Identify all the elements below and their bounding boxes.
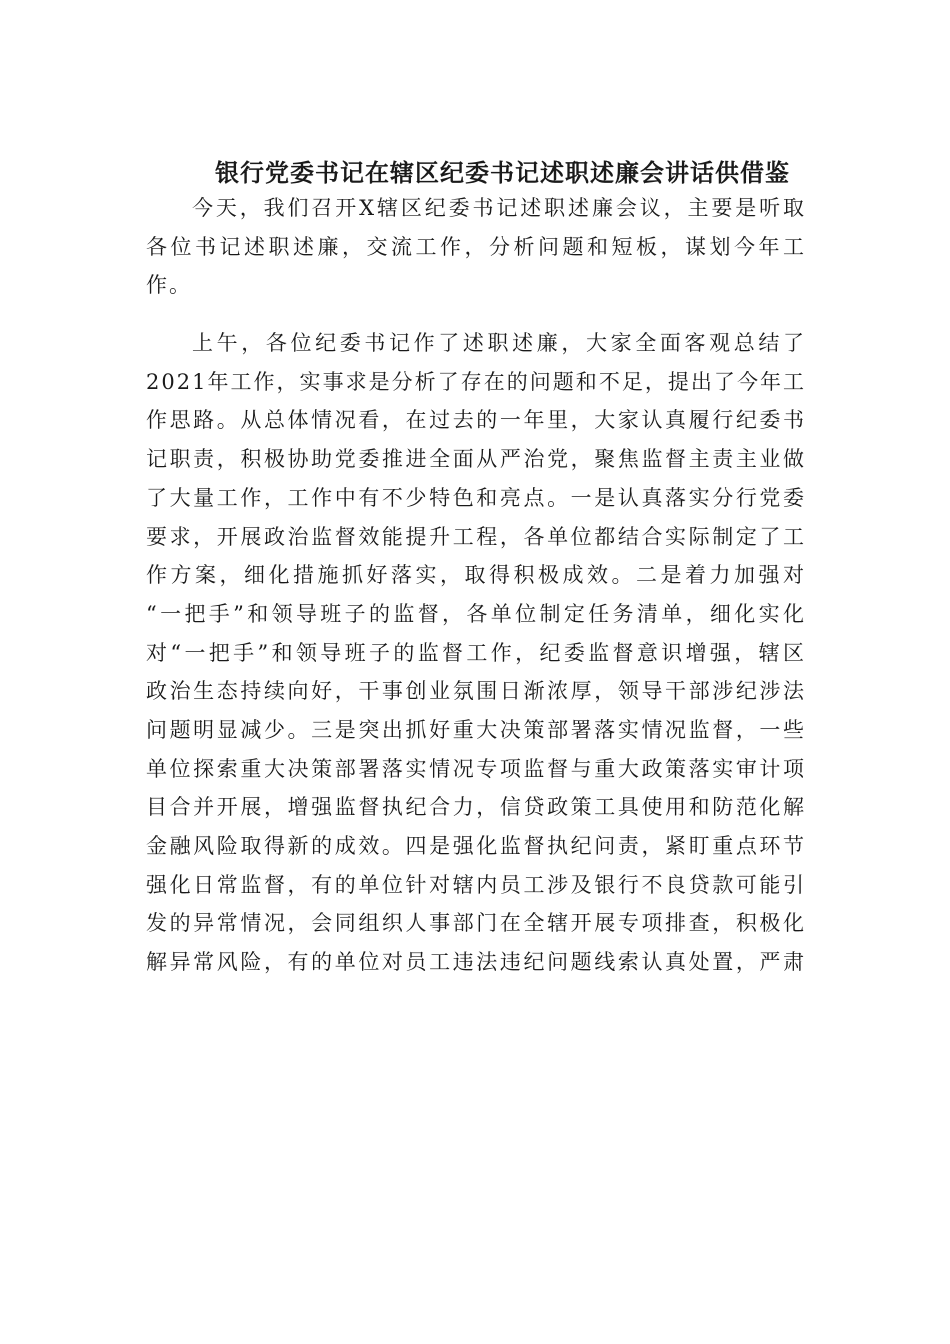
text-line: 问题明显减少。三是突出抓好重大决策部署落实情况监督，一些 — [146, 717, 806, 742]
text-line: 作方案，细化措施抓好落实，取得积极成效。二是着力加强对 — [146, 563, 806, 588]
text-line: 了大量工作，工作中有不少特色和亮点。一是认真落实分行党委 — [146, 485, 806, 510]
text-line: 强化日常监督，有的单位针对辖内员工涉及银行不良贷款可能引 — [146, 872, 806, 897]
document-title: 银行党委书记在辖区纪委书记述职述廉会讲话供借鉴 — [215, 158, 790, 188]
text-line: 各位书记述职述廉，交流工作，分析问题和短板，谋划今年工 — [146, 234, 806, 259]
text-line: 上午，各位纪委书记作了述职述廉，大家全面客观总结了 — [192, 331, 806, 356]
text-line: 2021年工作，实事求是分析了存在的问题和不足，提出了今年工 — [146, 369, 806, 394]
text-line: 要求，开展政治监督效能提升工程，各单位都结合实际制定了工 — [146, 524, 806, 549]
text-line: 记职责，积极协助党委推进全面从严治党，聚焦监督主责主业做 — [146, 447, 806, 472]
text-line: 发的异常情况，会同组织人事部门在全辖开展专项排查，积极化 — [146, 911, 806, 936]
paragraph-1 — [146, 189, 806, 305]
text-line: 解异常风险，有的单位对员工违法违纪问题线索认真处置，严肃 — [146, 950, 806, 975]
text-line: 作思路。从总体情况看，在过去的一年里，大家认真履行纪委书 — [146, 408, 806, 433]
text-line: 今天，我们召开X辖区纪委书记述职述廉会议，主要是听取 — [192, 196, 806, 220]
text-line: 单位探索重大决策部署落实情况专项监督与重大政策落实审计项 — [146, 756, 806, 781]
text-line: “一把手”和领导班子的监督，各单位制定任务清单，细化实化 — [146, 601, 806, 626]
paragraph-2 — [146, 324, 806, 982]
text-line: 目合并开展，增强监督执纪合力，信贷政策工具使用和防范化解 — [146, 795, 806, 820]
text-line: 政治生态持续向好，干事创业氛围日渐浓厚，领导干部涉纪涉法 — [146, 679, 806, 704]
text-line: 金融风险取得新的成效。四是强化监督执纪问责，紧盯重点环节 — [146, 834, 806, 858]
text-line: 作。 — [146, 273, 192, 298]
text-line: 对“一把手”和领导班子的监督工作，纪委监督意识增强，辖区 — [146, 640, 806, 665]
document-body — [146, 189, 806, 982]
